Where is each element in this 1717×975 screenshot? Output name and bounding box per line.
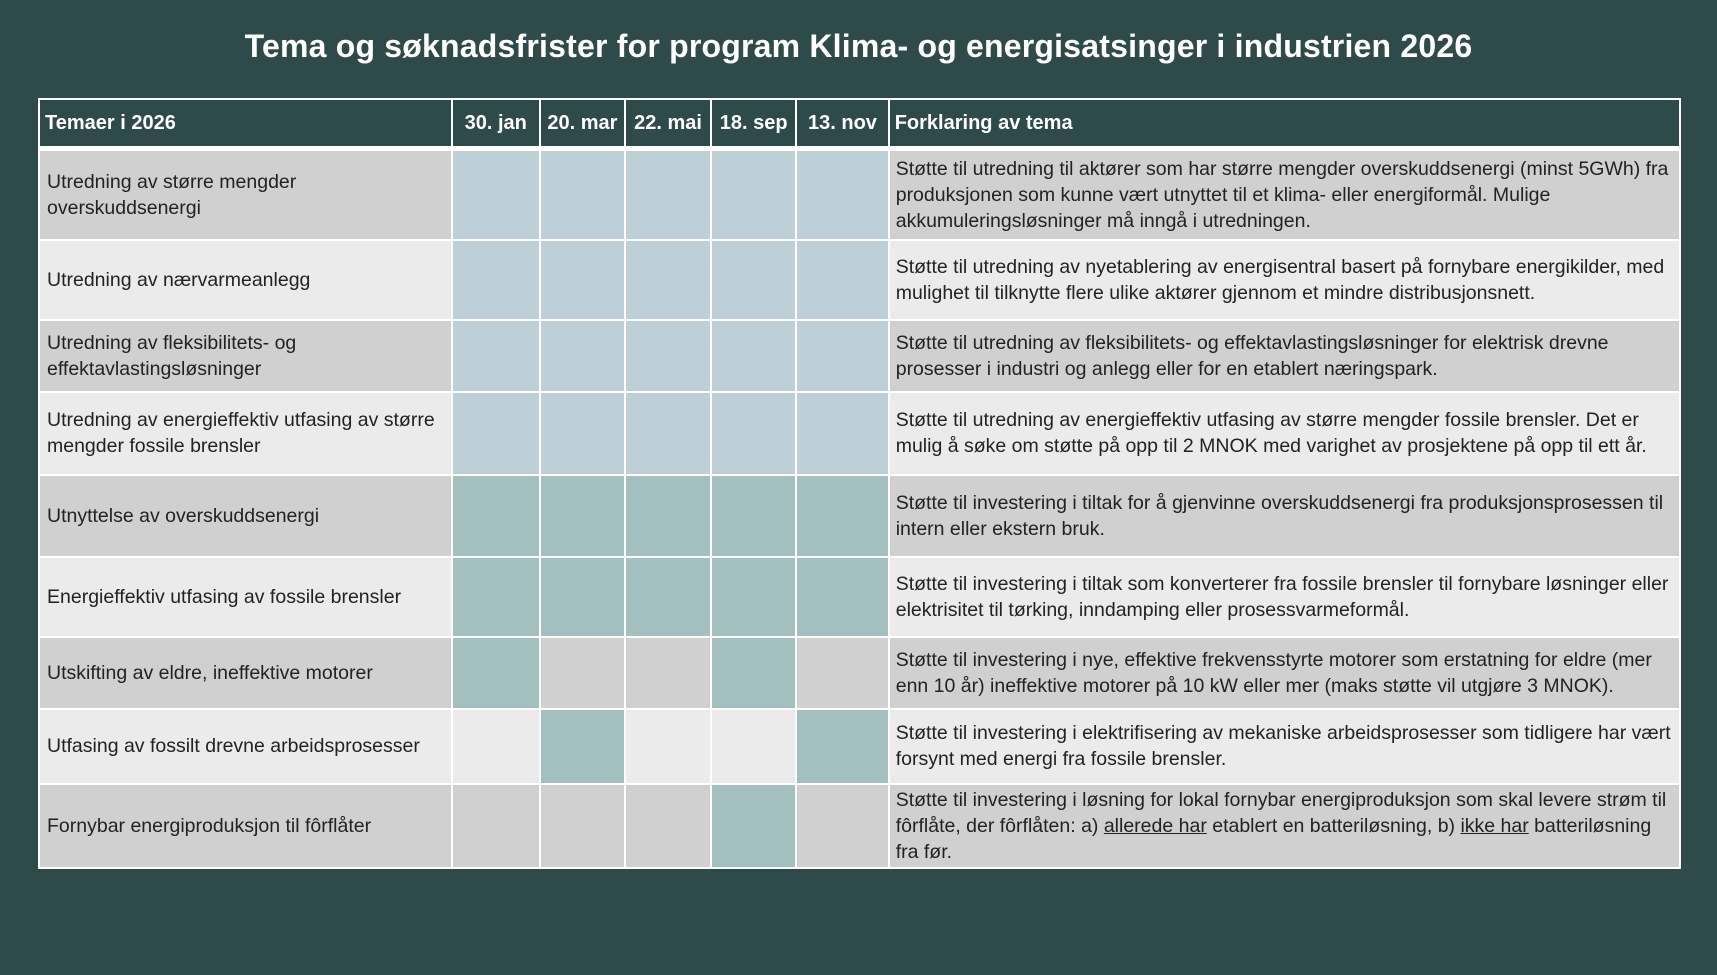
theme-cell: Energieffektiv utfasing av fossile brensler (39, 557, 452, 637)
explanation-cell: Støtte til utredning av energieffektiv utfasing av større mengder fossile brensler. Det er mulig å søke om støtte på opp til 2 MNOK med varighet av prosjektene på opp til ett år. (889, 392, 1680, 475)
deadline-cell (625, 475, 711, 557)
deadline-cell (711, 240, 796, 320)
table-row (39, 557, 1680, 637)
deadline-cell (452, 392, 540, 475)
underlined-text-allerede-har: allerede har (1103, 814, 1207, 837)
explanation-cell: Støtte til utredning av fleksibilitets- og effektavlastingsløsninger for elektrisk drevne prosesser i industri og anlegg eller for en etablert næringspark. (889, 320, 1680, 392)
deadline-cell (625, 557, 711, 637)
deadline-cell (452, 149, 540, 240)
deadline-cell (711, 392, 796, 475)
theme-cell: Utredning av større mengder overskuddsenergi (39, 149, 452, 240)
deadline-cell (540, 637, 625, 709)
themes-table (38, 98, 1681, 869)
deadline-cell (452, 475, 540, 557)
deadline-cell (625, 784, 711, 868)
deadline-cell (796, 149, 889, 240)
table-row (39, 709, 1680, 784)
deadline-cell (452, 320, 540, 392)
header-date-2: 20. mar (540, 99, 625, 149)
table-row (39, 240, 1680, 320)
explanation-cell: Støtte til investering i tiltak for å gjenvinne overskuddsenergi fra produksjonsprosessen til intern eller ekstern bruk. (889, 475, 1680, 557)
deadline-cell (711, 475, 796, 557)
deadline-cell (452, 709, 540, 784)
table-row (39, 392, 1680, 475)
deadline-cell (796, 475, 889, 557)
header-date-4: 18. sep (711, 99, 796, 149)
theme-cell: Utredning av energieffektiv utfasing av større mengder fossile brensler (39, 392, 452, 475)
theme-cell: Utfasing av fossilt drevne arbeidsprosesser (39, 709, 452, 784)
explanation-cell: Støtte til investering i elektrifisering av mekaniske arbeidsprosesser som tidligere har vært forsynt med energi fra fossile brensler. (889, 709, 1680, 784)
theme-cell: Utskifting av eldre, ineffektive motorer (39, 637, 452, 709)
deadline-cell (796, 557, 889, 637)
deadline-cell (711, 784, 796, 868)
deadline-cell (540, 475, 625, 557)
deadline-cell (796, 392, 889, 475)
table-row (39, 784, 1680, 868)
theme-cell: Utnyttelse av overskuddsenergi (39, 475, 452, 557)
deadline-cell (711, 637, 796, 709)
deadline-cell (540, 240, 625, 320)
deadline-cell (796, 784, 889, 868)
deadline-cell (540, 392, 625, 475)
header-explanation: Forklaring av tema (889, 99, 1680, 149)
explanation-cell: Støtte til investering i tiltak som konverterer fra fossile brensler til fornybare løsninger eller elektrisitet til tørking, inndamping eller prosessvarmeformål. (889, 557, 1680, 637)
deadline-cell (540, 149, 625, 240)
deadline-cell (625, 709, 711, 784)
table-row (39, 149, 1680, 240)
theme-cell: Fornybar energiproduksjon til fôrflåter (39, 784, 452, 868)
deadline-cell (711, 557, 796, 637)
explanation-cell: Støtte til utredning til aktører som har større mengder overskuddsenergi (minst 5GWh) fra produksjonen som kunne vært utnyttet til et klima- eller energiformål. Mulige akkumuleringsløsninger må inngå i utredningen. (889, 149, 1680, 240)
deadline-cell (625, 240, 711, 320)
theme-cell: Utredning av fleksibilitets- og effektavlastingsløsninger (39, 320, 452, 392)
theme-cell: Utredning av nærvarmeanlegg (39, 240, 452, 320)
explanation-text: batteriløsning fra før. (895, 814, 1652, 863)
deadline-cell (452, 784, 540, 868)
explanation-text: etablert en batteriløsning, b) (1206, 814, 1461, 837)
table-row (39, 637, 1680, 709)
deadline-cell (796, 637, 889, 709)
header-date-5: 13. nov (796, 99, 889, 149)
explanation-text: Støtte til investering i løsning for lokal fornybar energiproduksjon som skal levere strøm til fôrflåte, der fôrflåten: a) (895, 788, 1667, 837)
deadline-cell (540, 320, 625, 392)
deadline-cell (540, 784, 625, 868)
explanation-cell: Støtte til investering i nye, effektive frekvensstyrte motorer som erstatning for eldre (mer enn 10 år) ineffektive motorer på 10 kW eller mer (maks støtte vil utgjøre 3 MNOK). (889, 637, 1680, 709)
underlined-text-ikke-har: ikke har (1460, 814, 1529, 837)
header-date-3: 22. mai (625, 99, 711, 149)
deadline-cell (796, 240, 889, 320)
header-date-1: 30. jan (452, 99, 540, 149)
deadline-cell (625, 637, 711, 709)
deadline-cell (540, 557, 625, 637)
deadline-cell (452, 557, 540, 637)
deadline-cell (452, 240, 540, 320)
deadline-cell (711, 709, 796, 784)
page-title: Tema og søknadsfrister for program Klima- og energisatsinger i industrien 2026 (244, 28, 1473, 64)
deadline-cell (540, 709, 625, 784)
explanation-cell: Støtte til utredning av nyetablering av energisentral basert på fornybare energikilder, med mulighet til tilknytte flere ulike aktører gjennom et mindre distribusjonsnett. (889, 240, 1680, 320)
table-row (39, 320, 1680, 392)
deadline-cell (625, 392, 711, 475)
deadline-cell (711, 320, 796, 392)
table-row (39, 475, 1680, 557)
deadline-cell (796, 709, 889, 784)
deadline-cell (796, 320, 889, 392)
table-header-row (39, 99, 1680, 149)
header-theme: Temaer i 2026 (39, 99, 452, 149)
deadline-cell (711, 149, 796, 240)
explanation-cell (889, 784, 1680, 868)
deadline-cell (452, 637, 540, 709)
deadline-cell (625, 149, 711, 240)
deadline-cell (625, 320, 711, 392)
